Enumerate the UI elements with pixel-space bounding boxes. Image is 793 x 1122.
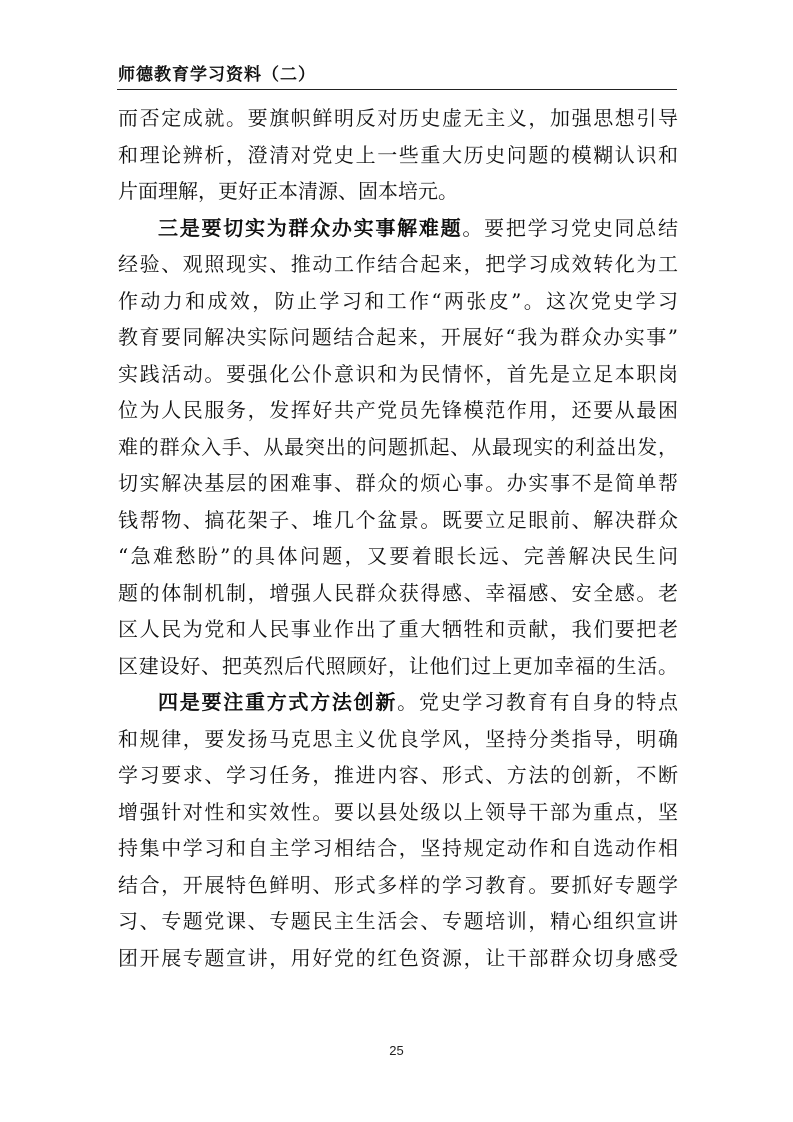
page-number: 25	[389, 1043, 404, 1058]
text-line	[118, 210, 678, 247]
text-line: 结合，开展特色鲜明、形式多样的学习教育。要抓好专题学	[118, 872, 678, 897]
page-header-title: 师德教育学习资料（二）	[118, 65, 316, 85]
text-line: 片面理解，更好正本清源、固本培元。	[118, 179, 458, 203]
text-line: “急难愁盼”的具体问题，又要着眼长远、完善解决民生问	[118, 544, 678, 568]
text-line: 和理论辨析，澄清对党史上一些重大历史问题的模糊认识和	[118, 142, 678, 167]
text-line: 团开展专题宣讲，用好党的红色资源，让干部群众切身感受	[118, 945, 678, 970]
text-line: 增强针对性和实效性。要以县处级以上领导干部为重点，坚	[118, 799, 678, 824]
text-line: 持集中学习和自主学习相结合，坚持规定动作和自选动作相	[118, 836, 678, 860]
text-line: 习、专题党课、专题民主生活会、专题培训，精心组织宣讲	[118, 909, 678, 933]
paragraph-1	[118, 100, 678, 210]
paragraph-2	[118, 210, 678, 685]
text-line: 位为人民服务，发挥好共产党员先锋模范作用，还要从最困	[118, 398, 678, 422]
text-line: 区人民为党和人民事业作出了重大牺牲和贡献，我们要把老	[118, 617, 678, 641]
text-line	[118, 684, 678, 721]
document-body	[118, 100, 678, 976]
paragraph-heading: 四是要注重方式方法创新	[158, 690, 398, 714]
text-span: 。党史学习教育有自身的特点	[397, 690, 678, 714]
text-line: 题的体制机制，增强人民群众获得感、幸福感、安全感。老	[118, 580, 678, 605]
header-divider	[117, 89, 677, 90]
text-line: 区建设好、把英烈后代照顾好，让他们过上更加幸福的生活。	[118, 653, 678, 678]
text-line: 而否定成就。要旗帜鲜明反对历史虚无主义，加强思想引导	[118, 106, 678, 130]
text-line: 切实解决基层的困难事、群众的烦心事。办实事不是简单帮	[118, 471, 678, 495]
text-line: 作动力和成效，防止学习和工作“两张皮”。这次党史学习	[118, 288, 678, 313]
text-line: 钱帮物、搞花架子、堆几个盆景。既要立足眼前、解决群众	[118, 507, 678, 532]
text-line: 难的群众入手、从最突出的问题抓起、从最现实的利益出发，	[118, 434, 678, 459]
text-line: 和规律，要发扬马克思主义优良学风，坚持分类指导，明确	[118, 726, 678, 751]
paragraph-3	[118, 684, 678, 976]
text-line: 经验、观照现实、推动工作结合起来，把学习成效转化为工	[118, 252, 678, 276]
text-line: 实践活动。要强化公仆意识和为民情怀，首先是立足本职岗	[118, 361, 678, 386]
paragraph-heading: 三是要切实为群众办实事解难题	[158, 215, 463, 240]
text-span: 。要把学习党史同总结	[462, 215, 678, 240]
text-line: 学习要求、学习任务，推进内容、形式、方法的创新，不断	[118, 763, 678, 787]
text-line: 教育要同解决实际问题结合起来，开展好“我为群众办实事”	[118, 325, 678, 349]
